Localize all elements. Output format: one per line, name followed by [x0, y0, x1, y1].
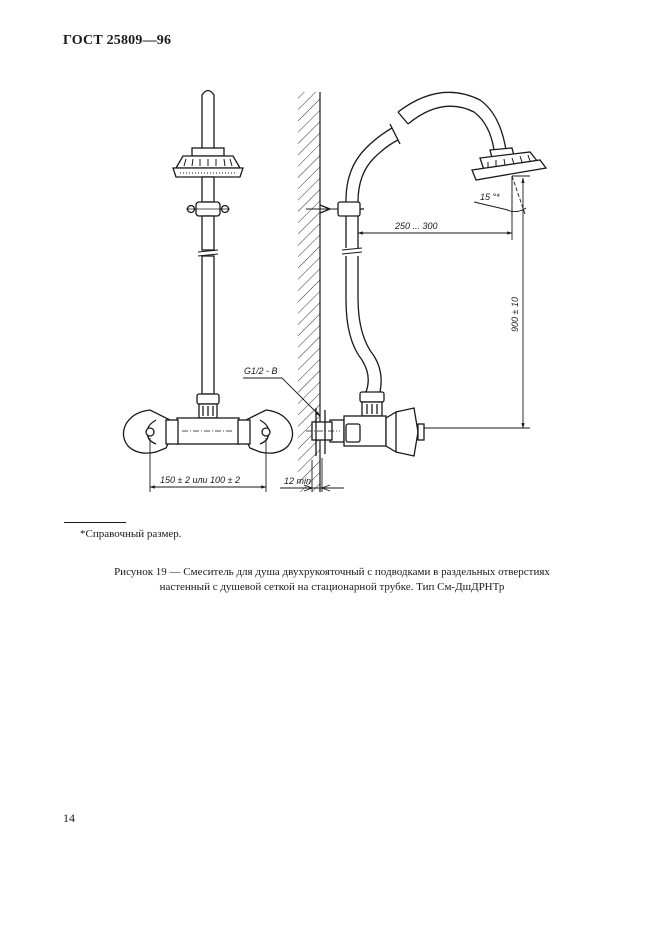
footnote: *Справочный размер. [80, 528, 182, 540]
dim-angle-label: 15 °* [480, 192, 500, 202]
dim-height-label: 900 ± 10 [510, 297, 520, 332]
dim-thread-label: G1/2 - B [244, 366, 278, 376]
document-header: ГОСТ 25809—96 [63, 33, 172, 48]
front-upper-pipe [202, 91, 214, 151]
front-view [123, 91, 292, 454]
figure-caption [80, 565, 584, 595]
front-left-handle [123, 410, 178, 453]
front-right-handle [238, 410, 293, 453]
caption-line-1: Рисунок 19 — Смеситель для душа двухрукояточный с подводками в раздельных отверстиях [114, 566, 550, 578]
side-shower-head [472, 148, 546, 180]
dim-reach-label: 250 ... 300 [395, 221, 438, 231]
dim-wall-label: 12 min [284, 476, 312, 486]
front-shower-head [173, 148, 243, 177]
side-view [306, 92, 546, 456]
caption-line-2: настенный с душевой сеткой на стационарной трубке. Тип См-ДшДРНТр [159, 581, 505, 593]
page-number: 14 [63, 811, 75, 825]
dim-centers-label: 150 ± 2 или 100 ± 2 [160, 475, 241, 485]
footnote-rule [64, 522, 126, 523]
front-wall-clamp [186, 202, 230, 216]
